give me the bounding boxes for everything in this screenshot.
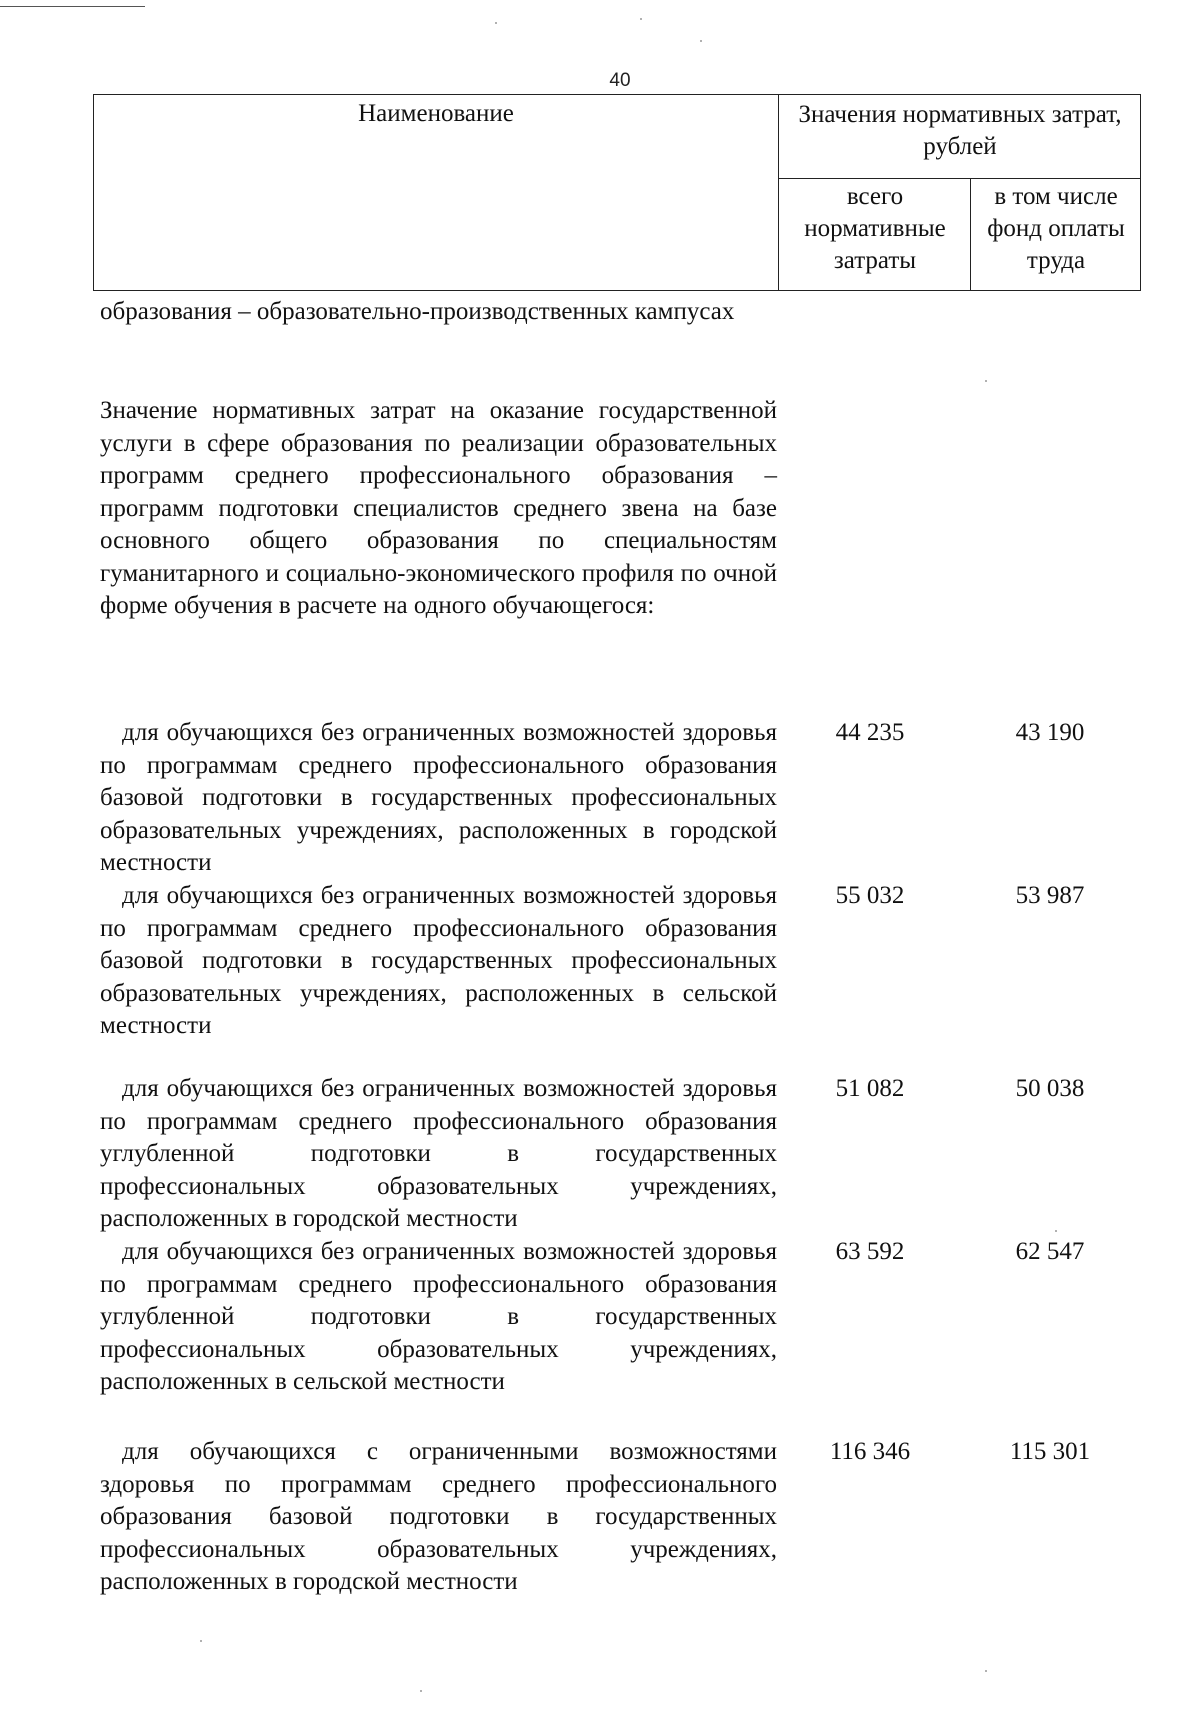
table-row-text: для обучающихся без ограниченных возможностей здоровья по программам среднего профессионального образования углубленной подготовки в государственных профессиональных образовательных учреждениях, расположенных в сельской местности (100, 1238, 777, 1395)
table-row-text: для обучающихся без ограниченных возможностей здоровья по программам среднего профессионального образования углубленной подготовки в государственных профессиональных образовательных учреждениях, расположенных в городской местности (100, 1075, 777, 1232)
table-row-text: для обучающихся без ограниченных возможностей здоровья по программам среднего профессионального образования базовой подготовки в государственных профессиональных образовательных учреждениях, расположенных в сельской местности (100, 882, 777, 1039)
total-cost-value: 63 592 (835, 1238, 905, 1265)
wage-fund-value: 62 547 (1015, 1238, 1085, 1265)
section-title: Значение нормативных затрат на оказание государственной услуги в сфере образования по реализации образовательных программ среднего профессионального образования – программ подготовки специалистов среднего звена на базе основного общего образования по специальностям гуманитарного и социально-экономического профиля по очной форме обучения в расчете на одного обучающегося: (100, 397, 777, 619)
wage-fund-value: 115 301 (1009, 1438, 1091, 1465)
scan-speck (700, 40, 702, 42)
header-divider (970, 178, 971, 291)
page-number: 40 (609, 70, 631, 91)
scan-speck (640, 18, 642, 20)
header-divider (778, 95, 779, 290)
continuation-text: образования – образовательно-производственных кампусах (100, 298, 735, 325)
table-header (93, 94, 1141, 291)
scan-speck (200, 1640, 202, 1642)
scan-speck (495, 22, 497, 24)
wage-fund-value: 53 987 (1015, 882, 1085, 909)
total-cost-value: 55 032 (835, 882, 905, 909)
total-cost-value: 116 346 (829, 1438, 911, 1465)
top-rule (0, 6, 145, 7)
scan-speck (985, 380, 987, 382)
header-total-column: всего нормативные затраты (804, 183, 946, 274)
total-cost-value: 51 082 (835, 1075, 905, 1102)
table-row-text: для обучающихся с ограниченными возможностями здоровья по программам среднего профессионального образования базовой подготовки в государственных профессиональных образовательных учреждениях, расположенных в городской местности (100, 1438, 777, 1595)
scan-speck (420, 1690, 422, 1692)
wage-fund-value: 50 038 (1015, 1075, 1085, 1102)
header-values-column: Значения нормативных затрат, рублей (798, 101, 1122, 160)
scan-speck (1055, 1230, 1057, 1232)
table-row-text: для обучающихся без ограниченных возможностей здоровья по программам среднего профессионального образования базовой подготовки в государственных профессиональных образовательных учреждениях, расположенных в городской местности (100, 719, 777, 876)
wage-fund-value: 43 190 (1015, 719, 1085, 746)
header-name-column: Наименование (358, 100, 514, 127)
header-divider (778, 178, 1140, 179)
total-cost-value: 44 235 (835, 719, 905, 746)
header-wage-column: в том числе фонд оплаты труда (987, 183, 1125, 274)
scan-speck (985, 1670, 987, 1672)
